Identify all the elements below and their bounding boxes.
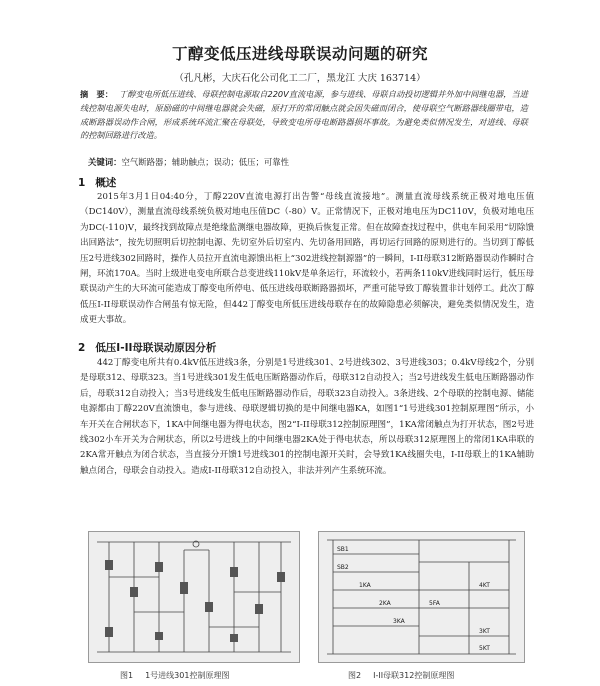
section-heading-2 <box>78 340 216 355</box>
schematic-label: 2KA <box>379 600 391 607</box>
figure-caption-text: 1号进线301控制原理图 <box>145 671 230 680</box>
schematic-diagram-2 <box>319 532 524 662</box>
abstract <box>80 88 528 143</box>
abstract-label: 摘 要： <box>80 89 114 99</box>
figure-number: 图2 <box>348 671 362 680</box>
schematic-label: 5KT <box>479 645 490 652</box>
figure-caption-text: I-II母联312控制原理图 <box>373 671 455 680</box>
schematic-label: 3KT <box>479 628 490 635</box>
section-1-text: 2015年3月1日04:40分，丁醇220V直流电源打出告警“母线直流接地”。测量直流母线系统正极对地电压值（DC140V），测量直流母线系统负极对地电压值DC（-80）V。正常情况下，正极对地电压为DC110V，负极对地电压为DC(-110)V，最终找到故障点是绝缘监测继电器故障，更换后恢复正常。但在故障查找过程中，供电车间采用“切除馈出回路法”，按先切照明后切控制电源、先切室外后切室内、先切备用回路，再切运行回路的原则进行的。当切到丁醇低压2号进线302回路时，操作人员拉开直流电源馈出柜上“302进线控制源器”的一瞬间，I-II母联312断路器误动作瞬时合闸，环流170A。当时上级进电变电所联合总变进线110kV是单条运行，环流较小，若两条110kV进线同时运行，低压母联误动产生的大环流可能造成丁醇变电所停电、低压进线母联断路器损坏，严重可能导致丁醇装置非计划停工。此次丁醇低压I-II母联误动作合闸虽有惊无险，但442丁醇变电所低压进线母联存在的故障隐患必须解决，避免类似情况发生，造成更大事故。 <box>80 192 534 326</box>
keywords-label: 关键词： <box>88 157 122 167</box>
abstract-text: 丁醇变电所低压进线、母联控制电源取自220V直流电源，参与进线、母联自动投切逻辑并外加中间继电器，当进线控制电源失电时，原励磁的中间继电器就会失磁，原打开的常闭触点就会因失磁而闭合，使母联空气断路器线圈带电，造成断路器误动作合闸，形成系统环流汇聚在母联处，导致变电所母电断路器损坏事故。为避免类似情况发生，对进线、母联的控制回路进行改造。 <box>80 89 528 141</box>
schematic-label: 1KA <box>359 582 371 589</box>
section-title: 低压I-II母联误动原因分析 <box>95 342 217 354</box>
figure-number: 图1 <box>120 671 134 680</box>
figure-2-schematic <box>318 531 525 663</box>
schematic-label: 5FA <box>429 600 440 607</box>
section-number: 2 <box>78 342 86 354</box>
schematic-label: 3KA <box>393 618 405 625</box>
section-title: 概述 <box>95 177 117 189</box>
paper-title: 丁醇变低压进线母联误动问题的研究 <box>171 45 428 63</box>
section-1-body <box>80 190 534 329</box>
figure-2-caption <box>348 670 454 681</box>
section-2-body <box>80 356 534 479</box>
figure-1-caption <box>120 670 229 681</box>
keywords <box>88 156 528 169</box>
section-2-text: 442丁醇变电所共有0.4kV低压进线3条，分别是1号进线301、2号进线302、3号进线303；0.4kV母线2个，分别是母联312、母联323。当1号进线301发生低电压断路器动作后，母联312自动投入；当2号进线发生低电压断路器动作后，母联312自动投入；当3号进线发生低电压断路器动作后，母联323自动投入。3条进线、2个母联的控制电源、储能电源都由丁醇220V直流馈电，参与进线、母联逻辑切换的是中间继电器KA，如图1“1号进线301控制原理图”所示，小车开关在合闸状态下，1KA中间继电器为得电状态，图2“I-II母联312控制原理图”，1KA常闭触点为打开状态，图2号进线302小车开关为合闸状态，所以2号进线上的中间继电器2KA处于得电状态，所以母联312原理图上的常闭1KA串联的2KA常开触点为闭合状态，当直接分开馈1号进线301的控制电源开关时，会导致1KA线圈失电，I-II母联上的1KA辅助触点闭合，母联会自动投入。造成I-II母联312自动投入，非法并列产生系统环流。 <box>80 358 534 476</box>
section-number: 1 <box>78 177 86 189</box>
schematic-label: SB1 <box>337 546 349 553</box>
schematic-label: 4KT <box>479 582 490 589</box>
author-affiliation: （孔凡彬，大庆石化公司化工二厂，黑龙江 大庆 163714） <box>174 73 426 84</box>
schematic-label: SB2 <box>337 564 349 571</box>
keywords-text: 空气断路器；辅助触点；误动；低压；可靠性 <box>121 157 289 167</box>
figure-1-schematic <box>88 531 300 663</box>
section-heading-1 <box>78 175 116 190</box>
schematic-diagram-1 <box>89 532 299 662</box>
